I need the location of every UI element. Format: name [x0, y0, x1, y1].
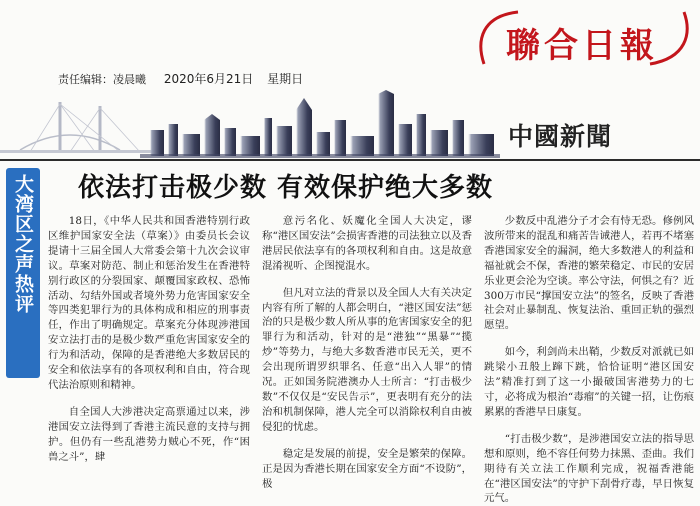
- article-column-1: [48, 214, 250, 465]
- article-column-3: [484, 214, 694, 506]
- article-paragraph: 稳定是发展的前提，安全是繁荣的保障。正是因为香港长期在国家安全方面“不设防”，极: [262, 447, 472, 490]
- issue-weekday: 星期日: [267, 72, 304, 86]
- article-headline: 依法打击极少数 有效保护绝大多数: [78, 173, 494, 203]
- article-paragraph: 少数反中乱港分子才会有恃无恐。修例风波所带来的混乱和痛苦告诫港人，若再不堵塞香港国家安全的漏洞，绝大多数港人的利益和福祉就会不保，香港的繁荣稳定、市民的安居乐业更会沦为空谈。率公守法，何惧之有？近300万市民“撑国安立法”的签名，反映了香港社会对止暴制乱、恢复法治、重回正轨的强烈愿望。: [484, 215, 694, 332]
- article-paragraph: 如今，利剑尚未出鞘，少数反对派就已如跳梁小丑般上蹿下跳，恰恰证明“港区国安法”精准打到了这一小撮破国害港势力的七寸，必将成为根治“毒瘤”的关键一招，让伤痕累累的香港早日康复。: [484, 346, 694, 418]
- article-paragraph: 意污名化、妖魔化全国人大决定，谬称“港区国安法”会损害香港的司法独立以及香港居民依法享有的各项权利和自由。这是故意混淆视听、企图搅混水。: [262, 215, 472, 272]
- column-tag: [6, 168, 40, 378]
- article-paragraph: 但凡对立法的背景以及全国人大有关决定内容有所了解的人都会明白，“港区国安法”惩治的只是极少数人所从事的危害国家安全的犯罪行为和活动，针对的是“港独”“黑暴”“揽炒”等势力，与绝大多数香港市民无关，更不会出现所谓罗织罪名、任意“出入人罪”的情况。正如国务院港澳办人士所言：“打击极少数”不仅仅是“安民告示”，更表明有充分的法治和机制保障，港人完全可以消除权利自由被侵犯的忧虑。: [262, 286, 472, 433]
- editor-credit: 责任编辑：凌晨曦: [58, 73, 146, 86]
- issue-date: 2020年6月21日: [163, 72, 254, 86]
- masthead-title: 聯合日報: [506, 26, 658, 66]
- article-paragraph: 自全国人大涉港决定高票通过以来，涉港国安立法得到了香港主流民意的支持与拥护。但仍有一些乱港势力贼心不死，作“困兽之斗”，肆: [48, 405, 250, 463]
- masthead: [478, 6, 690, 66]
- header-rule: [0, 159, 700, 161]
- issue-meta: [58, 70, 313, 87]
- article-paragraph: 18日，《中华人民共和国香港特别行政区维护国家安全法（草案）》由委员长会议提请十三届全国人大常委会第十九次会议审议。草案对防范、制止和惩治发生在香港特别行政区的分裂国家、颠覆国家政权、恐怖活动、勾结外国或者境外势力危害国家安全等四类犯罪行为的具体构成和相应的刑事责任，作出了明确规定。草案充分体现涉港国安立法打击的是极少数严重危害国家安全的行为和活动，保障的是香港绝大多数居民的安全和依法享有的各项权利和自由，符合现代法治原则和精神。: [48, 215, 250, 391]
- article-paragraph: “打击极少数”，是涉港国安立法的指导思想和原则，绝不容任何势力抹黑、歪曲。我们期待有关立法工作顺利完成，祝福香港能在“港区国安法”的守护下刮骨疗毒，早日恢复元气。: [484, 432, 694, 505]
- article-column-2: [262, 214, 472, 491]
- section-title: 中國新聞: [508, 122, 613, 151]
- column-tag-label: 大湾区之声热评: [12, 174, 34, 314]
